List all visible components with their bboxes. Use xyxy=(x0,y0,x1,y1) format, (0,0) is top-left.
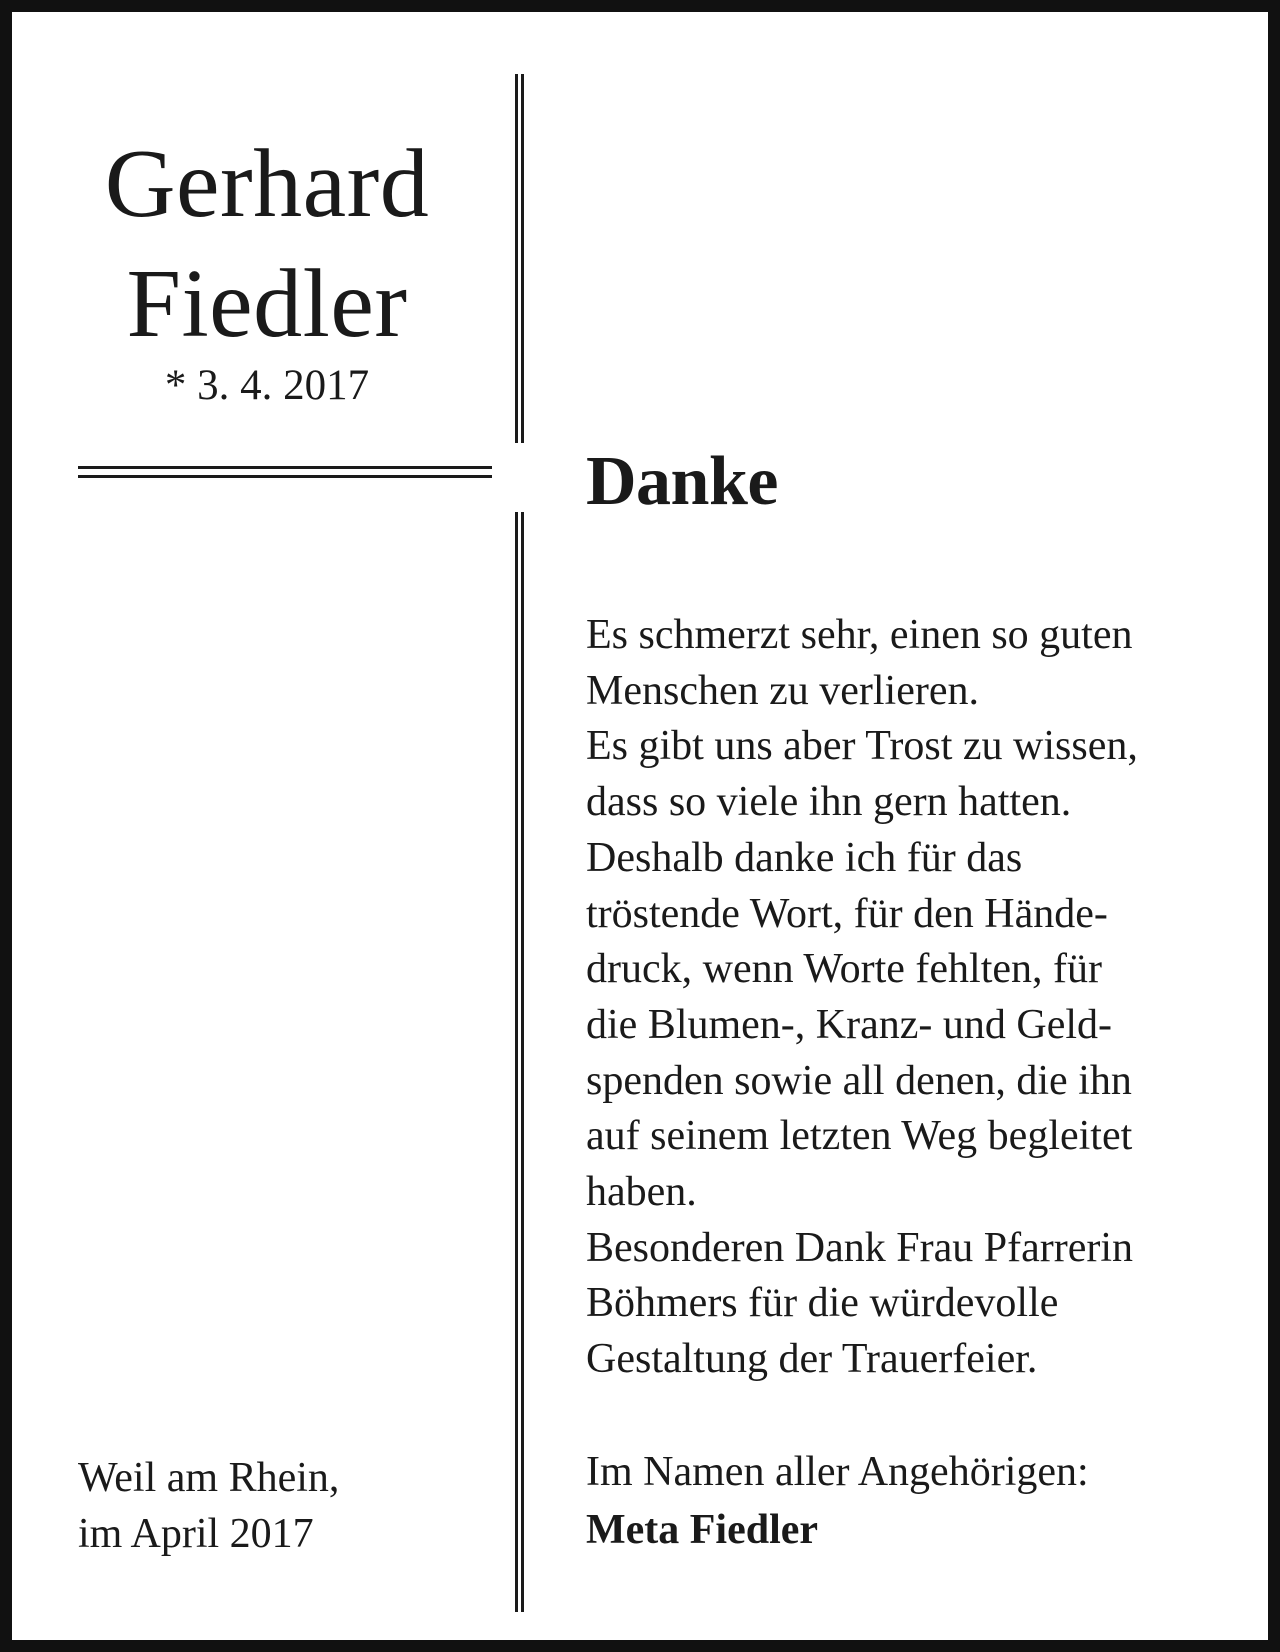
signature-intro: Im Namen aller Angehörigen: xyxy=(586,1449,1089,1495)
birth-date: * 3. 4. 2017 xyxy=(164,362,370,409)
message-line: Es gibt uns aber Trost zu wissen, xyxy=(586,723,1138,770)
thanks-message xyxy=(586,608,1138,1388)
message-line: Böhmers für die würdevolle xyxy=(586,1280,1059,1327)
message-line: dass so viele ihn gern hatten. xyxy=(586,779,1072,826)
message-line: druck, wenn Worte fehlten, für xyxy=(586,946,1102,993)
cross-vertical-bottom-line xyxy=(515,512,524,1612)
message-line: haben. xyxy=(586,1169,697,1216)
message-line: die Blumen-, Kranz- und Geld- xyxy=(586,1001,1113,1048)
signature-name: Meta Fiedler xyxy=(586,1507,819,1553)
place-and-date xyxy=(78,1450,339,1562)
message-line: Besonderen Dank Frau Pfarrerin xyxy=(586,1224,1133,1271)
message-line: Es schmerzt sehr, einen so guten xyxy=(586,612,1133,658)
message-line: Gestaltung der Trauerfeier. xyxy=(586,1336,1038,1383)
message-line: Menschen zu verlieren. xyxy=(586,667,979,714)
place-line: Weil am Rhein, xyxy=(78,1455,340,1501)
cross-vertical-top-line xyxy=(515,74,524,443)
cross-horizontal-line xyxy=(78,466,492,478)
message-line: Deshalb danke ich für das xyxy=(586,834,1023,881)
thanks-heading: Danke xyxy=(586,443,778,520)
deceased-last-name: Fiedler xyxy=(126,250,408,358)
message-line: spenden sowie all denen, die ihn xyxy=(586,1057,1132,1104)
message-line: auf seinem letzten Weg begleitet xyxy=(586,1113,1133,1160)
message-line: tröstende Wort, für den Hände- xyxy=(586,890,1108,937)
date-line: im April 2017 xyxy=(78,1511,314,1557)
deceased-first-name: Gerhard xyxy=(104,130,430,238)
